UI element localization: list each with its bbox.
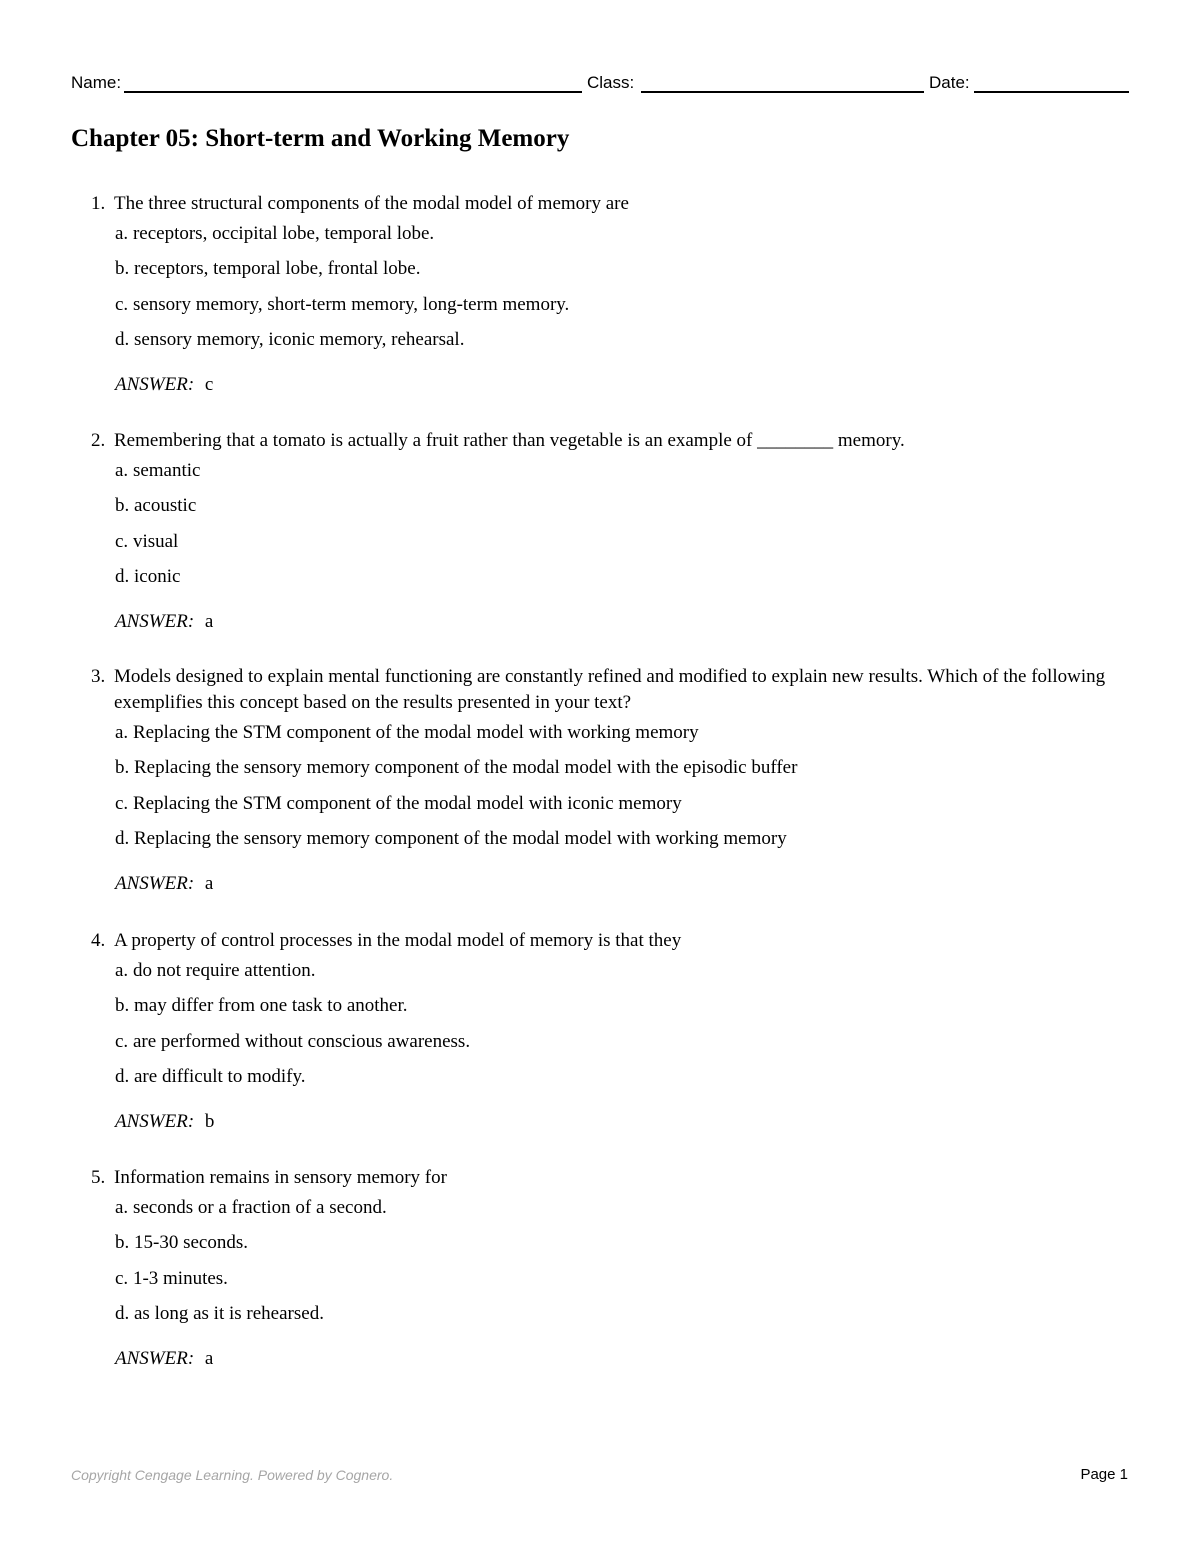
choice-text: are performed without conscious awareness.	[132, 1030, 471, 1052]
question-stem	[91, 191, 1121, 217]
page-title: Chapter 05: Short-term and Working Memory	[71, 125, 570, 152]
answer-label: ANSWER:	[115, 374, 195, 396]
question-item	[91, 1165, 1121, 1372]
choice-text: do not require attention.	[132, 960, 316, 981]
choice-item	[115, 529, 1121, 564]
choice-item	[115, 720, 1121, 755]
choice-text: sensory memory, iconic memory, rehearsal.	[134, 328, 465, 350]
choice-text: 1-3 minutes.	[132, 1267, 228, 1289]
choice-text: acoustic	[134, 495, 197, 517]
choice-letter: d.	[115, 565, 130, 587]
question-stem	[91, 428, 1121, 454]
choice-item	[115, 1301, 1121, 1336]
question-number: 4.	[91, 930, 106, 951]
choice-letter: b.	[115, 495, 130, 517]
choice-letter: a.	[115, 722, 129, 743]
question-stem	[91, 664, 1121, 716]
choice-list	[115, 458, 1121, 599]
date-label: Date:	[929, 73, 970, 92]
choice-item	[115, 256, 1121, 291]
answer-value: c	[204, 374, 214, 396]
choice-item	[115, 1230, 1121, 1265]
choice-letter: d.	[115, 1065, 130, 1087]
choice-item	[115, 1266, 1121, 1301]
answer-value: b	[204, 1111, 215, 1133]
question-text: Remembering that a tomato is actually a fruit rather than vegetable is an example of ________ memory.	[114, 430, 905, 451]
choice-item	[115, 221, 1121, 256]
choice-text: iconic	[134, 565, 181, 587]
choice-item	[115, 791, 1121, 826]
question-item	[91, 428, 1121, 635]
choice-letter: c.	[115, 792, 129, 814]
choice-text: Replacing the sensory memory component of the modal model with working memory	[134, 827, 787, 849]
answer-value: a	[204, 1348, 214, 1370]
choice-text: Replacing the STM component of the modal model with iconic memory	[132, 792, 682, 814]
choice-letter: a.	[115, 460, 129, 481]
answer-label: ANSWER:	[115, 1348, 195, 1370]
question-item	[91, 664, 1121, 897]
choice-letter: a.	[115, 1197, 129, 1218]
choice-letter: d.	[115, 1302, 130, 1324]
page-number: Page 1	[1080, 1466, 1128, 1483]
copyright-notice: Copyright Cengage Learning. Powered by Cognero.	[71, 1467, 394, 1483]
choice-text: receptors, occipital lobe, temporal lobe.	[132, 223, 435, 244]
choice-text: semantic	[132, 460, 201, 481]
answer-label: ANSWER:	[115, 873, 195, 895]
choice-letter: a.	[115, 223, 129, 244]
choice-text: are difficult to modify.	[134, 1065, 306, 1087]
answer-value: a	[204, 873, 214, 895]
answer-label: ANSWER:	[115, 1111, 195, 1133]
choice-list	[115, 958, 1121, 1099]
choice-text: Replacing the STM component of the modal model with working memory	[132, 722, 699, 743]
choice-list	[115, 221, 1121, 362]
choice-letter: c.	[115, 530, 129, 552]
choice-letter: b.	[115, 757, 130, 779]
choice-item	[115, 493, 1121, 528]
choice-text: sensory memory, short-term memory, long-term memory.	[132, 293, 570, 315]
choice-item	[115, 1029, 1121, 1064]
choice-letter: b.	[115, 995, 130, 1017]
choice-item	[115, 327, 1121, 362]
choice-letter: b.	[115, 258, 130, 280]
question-item	[91, 191, 1121, 398]
question-number: 3.	[91, 666, 106, 687]
choice-letter: a.	[115, 960, 129, 981]
choice-list	[115, 1195, 1121, 1336]
name-label: Name:	[71, 73, 122, 92]
answer-line	[115, 1346, 1121, 1372]
choice-list	[115, 720, 1121, 861]
choice-text: receptors, temporal lobe, frontal lobe.	[134, 258, 421, 280]
question-text: The three structural components of the modal model of memory are	[114, 193, 629, 214]
choice-text: 15-30 seconds.	[134, 1232, 248, 1254]
choice-item	[115, 993, 1121, 1028]
question-text: Models designed to explain mental functioning are constantly refined and modified to explain new results. Which of the following exemplifies this concept based on the results presented in your text?	[114, 666, 1106, 713]
question-item	[91, 928, 1121, 1135]
choice-text: visual	[132, 530, 179, 552]
answer-value: a	[204, 611, 214, 633]
choice-text: seconds or a fraction of a second.	[132, 1197, 387, 1218]
question-text: A property of control processes in the modal model of memory is that they	[114, 930, 682, 951]
question-number: 1.	[91, 193, 106, 214]
answer-label: ANSWER:	[115, 611, 195, 633]
choice-text: as long as it is rehearsed.	[134, 1302, 324, 1324]
choice-item	[115, 1195, 1121, 1230]
answer-line	[115, 1109, 1121, 1135]
question-text: Information remains in sensory memory for	[114, 1167, 447, 1188]
choice-item	[115, 958, 1121, 993]
class-label: Class:	[587, 73, 635, 92]
choice-letter: c.	[115, 1030, 129, 1052]
question-number: 5.	[91, 1167, 106, 1188]
question-stem	[91, 1165, 1121, 1191]
choice-item	[115, 292, 1121, 327]
choice-item	[115, 564, 1121, 599]
choice-letter: d.	[115, 827, 130, 849]
choice-letter: d.	[115, 328, 130, 350]
choice-letter: b.	[115, 1232, 130, 1254]
question-number: 2.	[91, 430, 106, 451]
answer-line	[115, 609, 1121, 635]
choice-text: Replacing the sensory memory component of the modal model with the episodic buffer	[134, 757, 798, 779]
choice-text: may differ from one task to another.	[134, 995, 408, 1017]
choice-letter: c.	[115, 293, 129, 315]
answer-line	[115, 871, 1121, 897]
answer-line	[115, 372, 1121, 398]
choice-item	[115, 755, 1121, 790]
choice-item	[115, 826, 1121, 861]
choice-letter: c.	[115, 1267, 129, 1289]
question-stem	[91, 928, 1121, 954]
choice-item	[115, 1064, 1121, 1099]
choice-item	[115, 458, 1121, 493]
